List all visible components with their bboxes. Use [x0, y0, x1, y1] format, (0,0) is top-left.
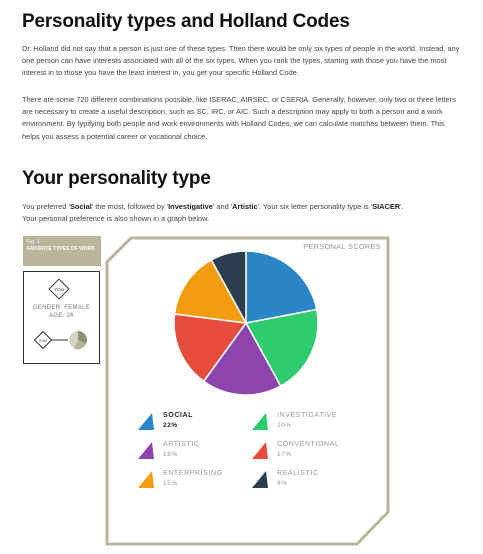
section-title-holland: Personality types and Holland Codes: [22, 11, 350, 32]
legend-item-realistic: [250, 470, 370, 494]
legend-label: ENTERPRISING: [163, 470, 223, 477]
section-title-personality: Your personality type: [22, 168, 211, 189]
legend-item-conventional: [250, 441, 370, 465]
legend-arrow-icon: [250, 441, 270, 461]
intro-paragraph-1: Dr. Holland did not say that a person is just one of these types. Then there would be only six types of people in the world. Instead, any one person can have interests associated with all of the six types. When you rank the types, starting with those you have the most interest in to those you have the least interest in, you get your specific Holland Code.: [22, 44, 460, 78]
age-label: AGE: 26: [49, 313, 74, 319]
legend-arrow-icon: [136, 470, 156, 490]
legend-label: CONVENTIONAL: [277, 441, 340, 448]
legend-percentage: 15%: [163, 480, 178, 487]
summary-text-3: ' and ': [212, 202, 233, 211]
you-diamond-label: YOU: [54, 287, 64, 292]
summary-line-2: Your personal preference is also shown in a graph below.: [22, 214, 210, 224]
legend-label: REALISTIC: [277, 470, 319, 477]
figure-caption: FAVORITE TYPES OF WORK: [27, 246, 95, 252]
legend-label: ARTISTIC: [163, 441, 200, 448]
summary-text-5: '.: [400, 202, 404, 211]
personal-scores-label: PERSONAL SCORES: [303, 242, 381, 251]
personality-code: SIACER: [372, 202, 401, 211]
legend-arrow-icon: [250, 412, 270, 432]
summary-text-1: You preferred ': [22, 202, 70, 211]
legend-percentage: 8%: [277, 480, 288, 487]
legend-item-investigative: [250, 412, 370, 436]
legend-percentage: 17%: [277, 451, 292, 458]
legend-percentage: 18%: [163, 451, 178, 458]
top-type-1: Social: [69, 202, 92, 211]
legend-arrow-icon: [136, 441, 156, 461]
legend-percentage: 22%: [163, 422, 178, 429]
top-type-2: Investigative: [168, 202, 213, 211]
legend-arrow-icon: [250, 470, 270, 490]
legend-item-artistic: [136, 441, 256, 465]
legend-label: INVESTIGATIVE: [277, 412, 338, 419]
you-marker-label: YOU: [38, 338, 48, 343]
intro-paragraph-2: There are some 720 different combinations possible, like ISERAC, AIRSEC, or CSERIA. Generally, however, only two or three letters are necessary to create a useful description, such as SC, IRC, or AIC. Such a description may apply to both a person and a work environment. By typifying both people and work environments with Holland Codes, we can calculate matches between them. This helps you assess a potential career or vocational choice.: [22, 95, 456, 141]
summary-text-4: '. Your six letter personality type is ': [257, 202, 373, 211]
legend-item-social: [136, 412, 256, 436]
legend-item-enterprising: [136, 470, 256, 494]
legend-label: SOCIAL: [163, 412, 194, 419]
legend-arrow-icon: [136, 412, 156, 432]
summary-text-2: ' the most, followed by ': [91, 202, 169, 211]
gender-label: GENDER: FEMALE: [32, 305, 91, 311]
legend-percentage: 20%: [277, 422, 292, 429]
figure-number: Fig. 1.: [27, 239, 41, 245]
top-type-3: Artistic: [232, 202, 258, 211]
